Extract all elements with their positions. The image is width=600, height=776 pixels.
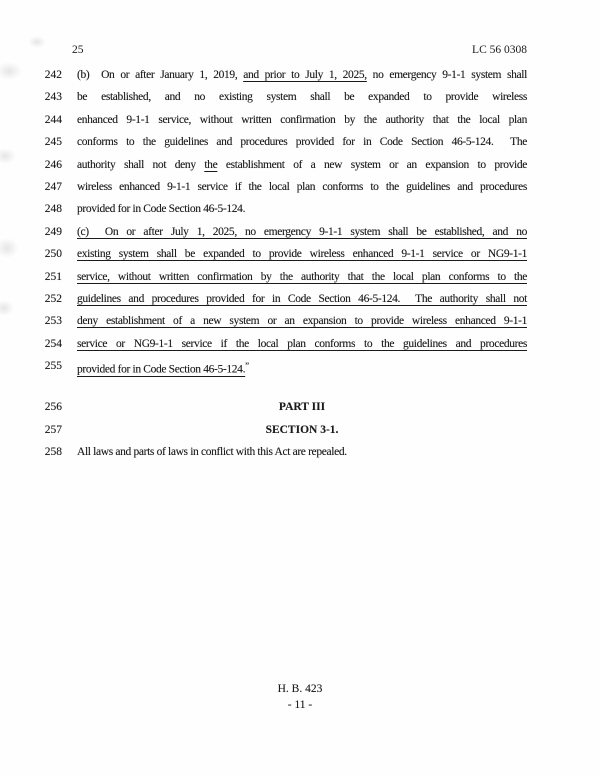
line-text: existing system shall be expanded to provide wireless enhanced 9-1-1 service or NG9-1-1 — [77, 248, 527, 261]
line-number: 255 — [44, 360, 62, 373]
bill-text-block — [0, 64, 600, 464]
page-header — [0, 43, 600, 57]
line-number: 253 — [44, 315, 62, 328]
document-line — [0, 333, 600, 355]
line-number: 257 — [44, 423, 62, 436]
line-text: service, without written confirmation by the authority that the local plan conforms to the — [77, 270, 527, 283]
line-text: guidelines and procedures provided for in Code Section 46-5-124. The authority shall not — [77, 292, 527, 305]
document-line — [0, 221, 600, 243]
document-line — [0, 355, 600, 377]
document-line — [0, 288, 600, 310]
document-line — [0, 198, 600, 220]
page-number-bottom: - 11 - — [287, 698, 313, 711]
line-text: authority shall not deny the establishment of a new system or an expansion to provide — [77, 158, 527, 171]
line-number: 248 — [44, 203, 62, 216]
bill-number: H. B. 423 — [277, 683, 323, 695]
document-line — [0, 86, 600, 108]
line-number: 249 — [44, 225, 62, 238]
page-footer — [0, 682, 600, 713]
line-text: SECTION 3-1. — [265, 423, 339, 436]
line-number: 252 — [44, 292, 62, 305]
line-number: 258 — [44, 446, 62, 459]
document-line — [0, 396, 600, 418]
line-text: enhanced 9-1-1 service, without written confirmation by the authority that the local plan — [77, 113, 527, 126]
document-line — [0, 109, 600, 131]
line-text: PART III — [278, 401, 326, 414]
line-text: service or NG9-1-1 service if the local plan conforms to the guidelines and procedures — [77, 337, 527, 350]
line-number: 244 — [44, 113, 62, 126]
line-number: 250 — [44, 248, 62, 261]
document-line — [0, 243, 600, 265]
document-line — [0, 419, 600, 441]
line-number: 246 — [44, 158, 62, 171]
line-text: (b) On or after January 1, 2019, and prior to July 1, 2025, no emergency 9-1-1 system shall — [77, 69, 527, 81]
line-number: 254 — [44, 337, 62, 350]
document-line — [0, 266, 600, 288]
line-number: 256 — [44, 401, 62, 414]
document-line — [0, 154, 600, 176]
document-line — [0, 310, 600, 332]
page-number-top: 25 — [72, 44, 84, 56]
line-text: deny establishment of a new system or an expansion to provide wireless enhanced 9-1-1 — [77, 315, 527, 328]
line-text: be established, and no existing system shall be expanded to provide wireless — [77, 91, 527, 104]
line-number: 251 — [44, 270, 62, 283]
document-line — [0, 131, 600, 153]
document-line — [0, 176, 600, 198]
line-text: provided for in Code Section 46-5-124.” — [77, 361, 250, 376]
line-number: 247 — [44, 180, 62, 193]
line-text: (c) On or after July 1, 2025, no emergency 9-1-1 system shall be established, and no — [77, 225, 527, 238]
document-line — [0, 441, 600, 463]
document-line — [0, 64, 600, 86]
line-text: conforms to the guidelines and procedures provided for in Code Section 46-5-124. The — [77, 136, 527, 149]
line-number: 242 — [44, 69, 62, 81]
line-text: provided for in Code Section 46-5-124. — [77, 203, 246, 216]
line-text: wireless enhanced 9-1-1 service if the local plan conforms to the guidelines and procedures — [77, 180, 527, 193]
line-text: All laws and parts of laws in conflict with this Act are repealed. — [77, 446, 347, 459]
line-number: 245 — [44, 136, 62, 149]
document-code: LC 56 0308 — [472, 44, 527, 56]
line-number: 243 — [44, 91, 62, 104]
